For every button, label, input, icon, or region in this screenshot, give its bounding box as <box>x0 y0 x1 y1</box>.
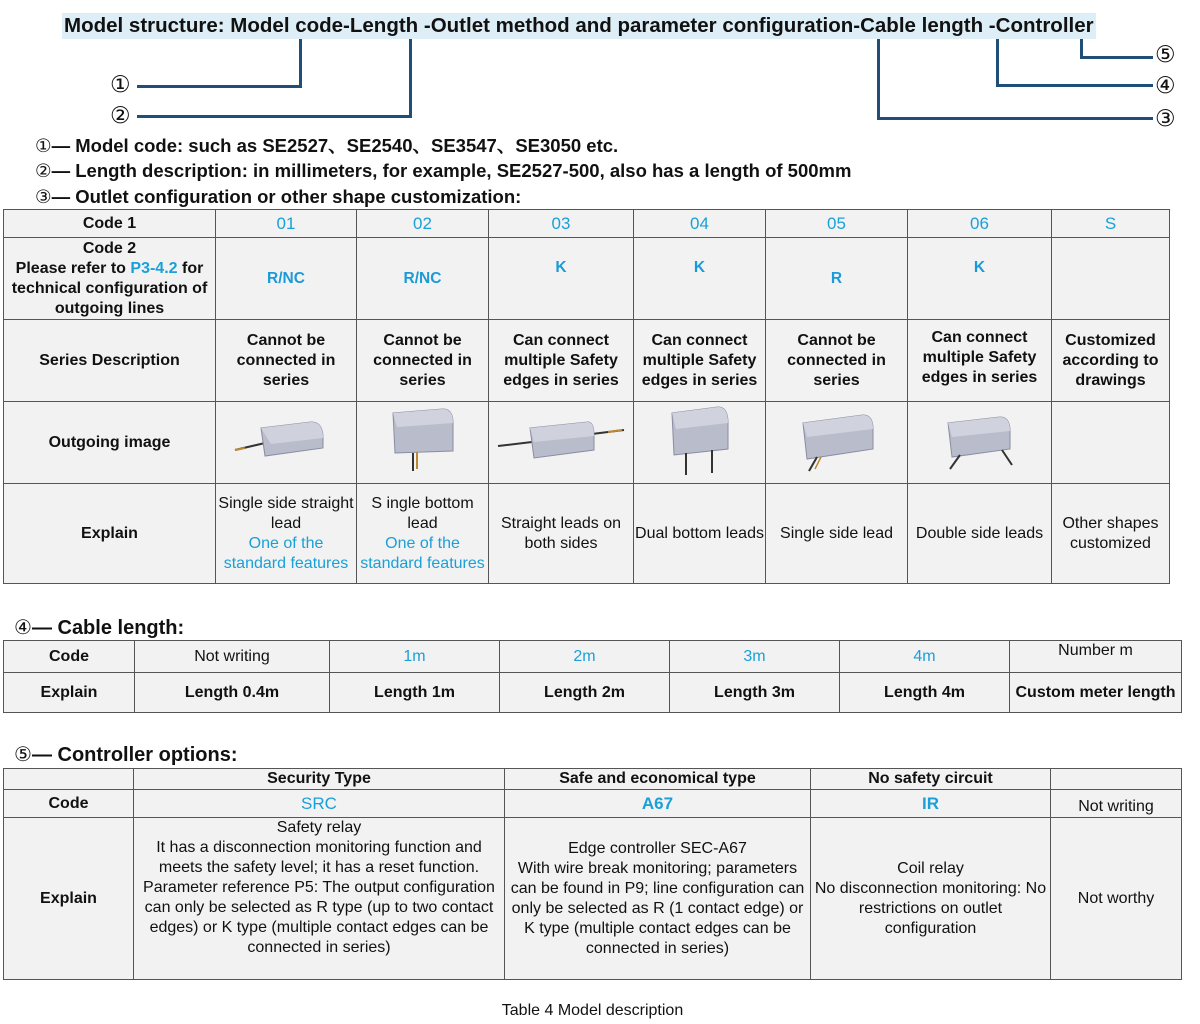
code2-cell: R/NC <box>216 238 357 320</box>
controller-explain-cell: Edge controller SEC-A67 With wire break monitoring; parameters can be found in P9; line configuration can only be selected as R (1 contact edge) or K type (multiple contact edges can be connected in series) <box>505 818 811 980</box>
code2-cell: R <box>766 238 908 320</box>
cable-explain-cell: Length 0.4m <box>135 673 330 713</box>
callout-1-label: ① <box>110 72 131 98</box>
controller-explain-label: Explain <box>4 818 134 980</box>
callout-4-label: ④ <box>1155 73 1176 99</box>
callout-2-label: ② <box>110 103 131 129</box>
controller-type-cell: No safety circuit <box>811 769 1051 790</box>
explain-cell <box>216 484 357 584</box>
code1-cell: 01 <box>216 210 357 238</box>
series-cell: Cannot be connected in series <box>357 320 489 402</box>
explain-standard-note: One of the standard features <box>223 534 349 572</box>
controller-code-cell: Not writing <box>1051 790 1182 818</box>
edge-straight-both-sides-image <box>496 410 626 470</box>
controller-explain-cell: Coil relay No disconnection monitoring: No restrictions on outlet configuration <box>811 818 1051 980</box>
callout-line-2-vertical <box>409 39 412 118</box>
explain-main: S ingle bottom lead <box>371 494 474 532</box>
callout-line-5-horizontal <box>1080 56 1153 59</box>
controller-type-cell: Safe and economical type <box>505 769 811 790</box>
cable-explain-cell: Length 4m <box>840 673 1010 713</box>
series-cell: Can connect multiple Safety edges in series <box>908 320 1052 402</box>
code1-cell: S <box>1052 210 1170 238</box>
controller-code-cell: SRC <box>134 790 505 818</box>
table-caption: Table 4 Model description <box>501 1002 684 1019</box>
code2-cell <box>1052 238 1170 320</box>
callout-line-4-horizontal <box>996 84 1153 87</box>
outgoing-image-cell <box>357 402 489 484</box>
cable-code-cell: Not writing <box>135 641 330 673</box>
outgoing-image-cell <box>908 402 1052 484</box>
note-1-text: — Model code: such as SE2527、SE2540、SE3547、SE3050 etc. <box>51 135 619 156</box>
code1-cell: 04 <box>634 210 766 238</box>
cable-code-cell: 2m <box>500 641 670 673</box>
callout-line-4-vertical <box>996 39 999 87</box>
outgoing-image-label: Outgoing image <box>4 402 216 484</box>
outgoing-image-cell <box>766 402 908 484</box>
code1-cell: 05 <box>766 210 908 238</box>
outgoing-image-cell <box>489 402 634 484</box>
code2-label-suffix: for technical configuration of outgoing lines <box>11 259 208 317</box>
model-structure-title: Model structure: Model code-Length -Outlet method and parameter configuration-Cable length -Controller <box>64 14 1094 37</box>
explain-label: Explain <box>4 484 216 584</box>
series-cell: Can connect multiple Safety edges in series <box>634 320 766 402</box>
controller-code-cell: A67 <box>505 790 811 818</box>
note-3-symbol: ③ <box>35 187 52 208</box>
controller-options-table <box>3 768 1182 980</box>
cable-explain-cell: Length 3m <box>670 673 840 713</box>
callout-line-1-horizontal <box>137 85 302 88</box>
series-cell: Cannot be connected in series <box>216 320 357 402</box>
note-outlet <box>35 186 521 208</box>
controller-type-cell <box>1051 769 1182 790</box>
note-length <box>35 160 851 182</box>
code2-cell: K <box>908 238 1052 320</box>
note-2-text: — Length description: in millimeters, for example, SE2527-500, also has a length of 500mm <box>51 160 852 181</box>
callout-3-label: ③ <box>1155 106 1176 132</box>
cable-code-cell: 3m <box>670 641 840 673</box>
controller-options-title: — Controller options: <box>31 744 238 766</box>
code1-cell: 02 <box>357 210 489 238</box>
explain-cell: Straight leads on both sides <box>489 484 634 584</box>
controller-type-cell: Security Type <box>134 769 505 790</box>
series-description-label: Series Description <box>4 320 216 402</box>
explain-cell: Dual bottom leads <box>634 484 766 584</box>
cable-code-cell: Number m <box>1010 641 1182 673</box>
outgoing-image-cell-empty <box>1052 402 1170 484</box>
explain-cell <box>357 484 489 584</box>
edge-single-side-image <box>787 405 887 475</box>
cable-explain-label: Explain <box>4 673 135 713</box>
series-cell: Cannot be connected in series <box>766 320 908 402</box>
outgoing-image-cell <box>216 402 357 484</box>
cable-length-table <box>3 640 1182 713</box>
callout-line-2-horizontal <box>137 115 412 118</box>
series-cell: Can connect multiple Safety edges in series <box>489 320 634 402</box>
explain-main: Single side straight lead <box>218 494 354 532</box>
cable-explain-cell: Custom meter length <box>1010 673 1182 713</box>
code2-cell: K <box>489 238 634 320</box>
explain-cell: Single side lead <box>766 484 908 584</box>
edge-double-side-image <box>930 405 1030 475</box>
note-model-code <box>35 132 618 158</box>
code1-cell: 03 <box>489 210 634 238</box>
explain-standard-note: One of the standard features <box>360 534 485 572</box>
code1-cell: 06 <box>908 210 1052 238</box>
controller-explain-cell: Safety relay It has a disconnection monitoring function and meets the safety level; it has a reset function. Parameter reference P5: The output configuration can only be selected as R type (up to two contact edges) or K type (multiple contact edges can be connected in series) <box>134 818 505 980</box>
callout-5-label: ⑤ <box>1155 42 1176 68</box>
cable-explain-cell: Length 2m <box>500 673 670 713</box>
controller-type-corner <box>4 769 134 790</box>
cable-code-cell: 4m <box>840 641 1010 673</box>
code2-label-title: Code 2 <box>82 239 137 257</box>
controller-options-symbol: ⑤ <box>14 742 32 766</box>
code1-label: Code 1 <box>4 210 216 238</box>
note-3-text: — Outlet configuration or other shape customization: <box>51 186 522 207</box>
cable-length-heading <box>14 615 184 640</box>
controller-code-label: Code <box>4 790 134 818</box>
code2-page-reference: P3-4.2 <box>130 259 178 277</box>
edge-single-bottom-image <box>383 405 463 475</box>
edge-dual-bottom-image <box>660 403 740 477</box>
callout-line-3-vertical <box>877 39 880 120</box>
callout-line-1-vertical <box>299 39 302 87</box>
code2-label-prefix: Please refer to <box>15 259 131 277</box>
cable-code-label: Code <box>4 641 135 673</box>
outgoing-image-cell <box>634 402 766 484</box>
controller-explain-cell: Not worthy <box>1051 818 1182 980</box>
edge-single-side-straight-image <box>231 408 341 472</box>
explain-cell: Double side leads <box>908 484 1052 584</box>
outlet-config-table <box>3 209 1170 584</box>
note-2-symbol: ② <box>35 161 52 182</box>
code2-cell: R/NC <box>357 238 489 320</box>
controller-code-cell: IR <box>811 790 1051 818</box>
cable-length-symbol: ④ <box>14 615 32 639</box>
cable-explain-cell: Length 1m <box>330 673 500 713</box>
cable-code-cell: 1m <box>330 641 500 673</box>
explain-cell: Other shapes customized <box>1052 484 1170 584</box>
series-cell: Customized according to drawings <box>1052 320 1170 402</box>
controller-options-heading <box>14 742 237 767</box>
note-1-symbol: ① <box>35 136 52 157</box>
callout-line-3-horizontal <box>877 117 1153 120</box>
code2-label <box>4 238 216 320</box>
cable-length-title: — Cable length: <box>31 617 185 639</box>
code2-cell: K <box>634 238 766 320</box>
